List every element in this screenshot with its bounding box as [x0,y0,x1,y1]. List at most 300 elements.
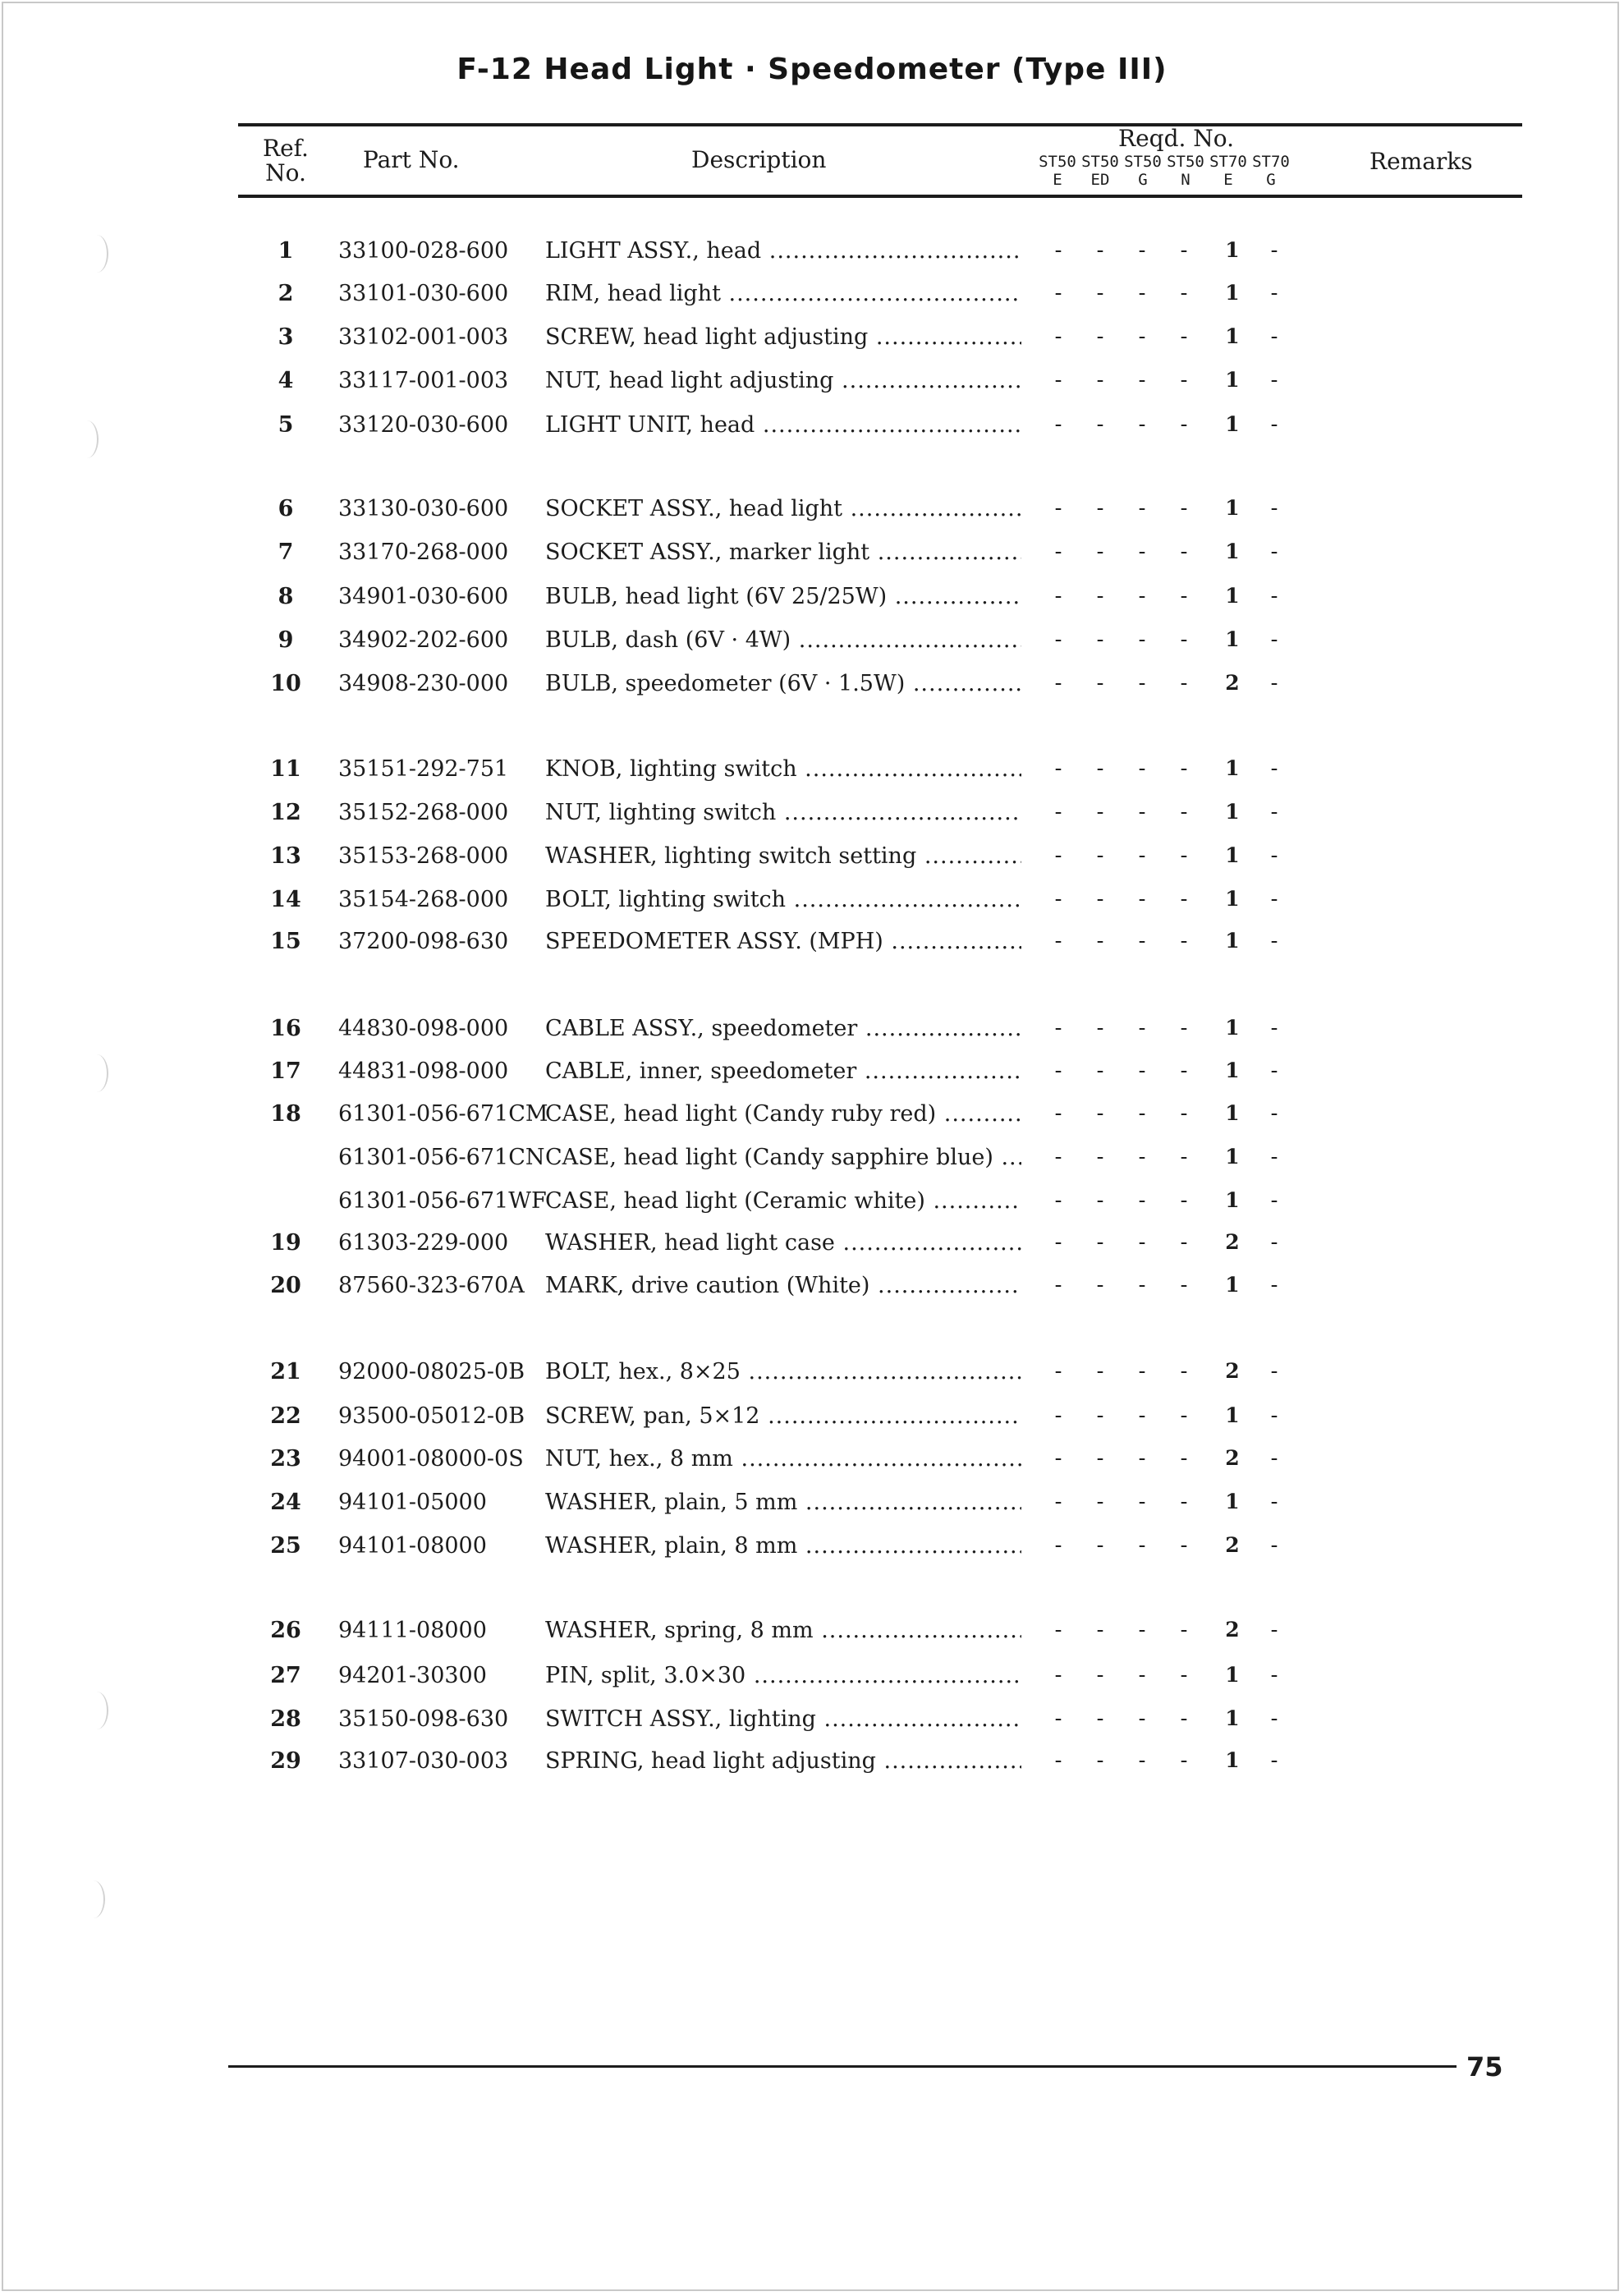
required-quantity: - [1054,800,1062,824]
table-row [0,1533,1624,1566]
required-quantity: - [1096,1533,1104,1557]
required-quantity: - [1096,1663,1104,1687]
required-quantity: - [1180,1446,1188,1470]
required-quantity: - [1054,1273,1062,1297]
part-number: 33130-030-600 [338,496,509,521]
table-row [0,627,1624,660]
required-quantity: - [1096,929,1104,953]
part-number: 35152-268-000 [338,800,509,825]
required-quantity: - [1096,1273,1104,1297]
required-quantity: 1 [1225,1016,1240,1040]
part-number: 35154-268-000 [338,887,509,912]
table-row [0,1101,1624,1134]
table-row [0,1016,1624,1049]
required-quantity: - [1270,1230,1278,1254]
table-row [0,1188,1624,1221]
page-title: F-12 Head Light · Speedometer (Type III) [456,53,1168,86]
required-quantity: 1 [1225,1663,1240,1687]
ref-number: 8 [278,584,294,609]
required-quantity: - [1138,887,1146,911]
part-number: 94101-08000 [338,1533,487,1559]
required-quantity: - [1054,1533,1062,1557]
part-number: 61303-229-000 [338,1230,509,1256]
required-quantity: - [1138,1359,1146,1383]
required-quantity: - [1138,1533,1146,1557]
table-row [0,1663,1624,1696]
ref-number: 15 [270,929,301,954]
required-quantity: - [1054,1058,1062,1082]
part-description: CABLE, inner, speedometer ..... [545,1058,1021,1084]
required-quantity: - [1096,1618,1104,1642]
ref-number: 21 [270,1359,301,1384]
required-quantity: - [1096,1446,1104,1470]
required-quantity: - [1096,368,1104,392]
binder-hole-mark [82,1880,105,1918]
table-row [0,496,1624,529]
required-quantity: - [1138,1706,1146,1730]
required-quantity: - [1054,324,1062,348]
table-row [0,1618,1624,1651]
required-quantity: - [1138,324,1146,348]
ref-number: 27 [270,1663,301,1688]
model-column-header [1205,153,1251,189]
ref-number: 7 [278,540,294,565]
required-quantity: - [1054,238,1062,262]
required-quantity: - [1138,627,1146,651]
required-quantity: - [1138,1145,1146,1169]
required-quantity: - [1138,1618,1146,1642]
required-quantity: - [1096,1490,1104,1513]
required-quantity: - [1138,540,1146,563]
part-description: BULB, dash (6V · 4W) ..... [545,627,1021,653]
ref-number: 12 [270,800,301,825]
required-quantity: - [1054,1706,1062,1730]
part-number: 33102-001-003 [338,324,509,350]
required-quantity: - [1270,671,1278,695]
ref-number: 11 [270,756,301,782]
required-quantity: - [1180,1748,1188,1772]
required-quantity: - [1270,584,1278,608]
required-quantity: - [1180,671,1188,695]
required-quantity: - [1180,1101,1188,1125]
required-quantity: - [1054,1748,1062,1772]
table-row [0,843,1624,876]
required-quantity: - [1054,627,1062,651]
part-number: 33170-268-000 [338,540,509,565]
required-quantity: - [1270,1403,1278,1427]
part-description: CASE, head light (Candy sapphire blue) ..... [545,1145,1021,1170]
required-quantity: - [1270,1188,1278,1212]
required-quantity: - [1180,800,1188,824]
table-row [0,238,1624,271]
required-quantity: - [1054,1359,1062,1383]
required-quantity: - [1270,1663,1278,1687]
required-quantity: - [1054,1188,1062,1212]
model-column-header [1248,153,1294,189]
required-quantity: - [1270,1058,1278,1082]
table-row [0,1748,1624,1781]
required-quantity: - [1270,627,1278,651]
required-quantity: 1 [1225,496,1240,520]
required-quantity: - [1096,412,1104,436]
required-quantity: - [1054,843,1062,867]
ref-number: 6 [278,496,294,521]
required-quantity: 1 [1225,800,1240,824]
ref-number: 16 [270,1016,301,1041]
ref-number: 13 [270,843,301,869]
required-quantity: - [1054,1230,1062,1254]
model-column-header [1120,153,1166,189]
required-quantity: - [1054,929,1062,953]
part-number: 44830-098-000 [338,1016,509,1041]
part-number: 35151-292-751 [338,756,509,782]
required-quantity: 1 [1225,324,1240,348]
required-quantity: - [1180,1403,1188,1427]
model-variant: N [1181,171,1190,189]
required-quantity: - [1054,584,1062,608]
table-row [0,671,1624,704]
part-description: LIGHT UNIT, head ..... [545,412,1021,438]
required-quantity: - [1054,671,1062,695]
required-quantity: - [1096,1016,1104,1040]
required-quantity: - [1180,1273,1188,1297]
model-name: ST50 [1124,153,1162,171]
required-quantity: - [1096,1403,1104,1427]
required-quantity: - [1270,1490,1278,1513]
required-quantity: - [1270,412,1278,436]
table-row [0,1230,1624,1263]
ref-number: 9 [278,627,294,653]
required-quantity: - [1270,368,1278,392]
required-quantity: 1 [1225,1058,1240,1082]
part-description: BOLT, lighting switch ..... [545,887,1021,912]
model-name: ST70 [1252,153,1290,171]
part-number: 61301-056-671WF [338,1188,547,1214]
ref-number: 4 [278,368,294,393]
required-quantity: - [1180,281,1188,305]
required-quantity: - [1270,1706,1278,1730]
part-number: 33100-028-600 [338,238,509,264]
required-quantity: - [1096,1188,1104,1212]
table-row [0,1446,1624,1479]
required-quantity: 2 [1225,1533,1240,1557]
part-description: SOCKET ASSY., marker light ..... [545,540,1021,565]
footer-rule [228,2065,1457,2068]
required-quantity: - [1096,1145,1104,1169]
ref-header-line2: No. [265,159,306,186]
required-quantity: 2 [1225,671,1240,695]
table-row [0,540,1624,572]
required-quantity: - [1054,496,1062,520]
required-quantity: - [1180,929,1188,953]
required-quantity: - [1270,1533,1278,1557]
part-number: 35153-268-000 [338,843,509,869]
required-quantity: - [1270,1016,1278,1040]
part-number: 94101-05000 [338,1490,487,1515]
part-number: 94001-08000-0S [338,1446,524,1472]
part-description: LIGHT ASSY., head ..... [545,238,1021,264]
required-quantity: - [1270,756,1278,780]
ref-no-header [261,136,310,186]
ref-number: 26 [270,1618,301,1643]
part-description: WASHER, spring, 8 mm ..... [545,1618,1021,1643]
table-row [0,756,1624,789]
model-name: ST70 [1209,153,1247,171]
required-quantity: 1 [1225,843,1240,867]
required-quantity: - [1138,412,1146,436]
required-quantity: 1 [1225,1748,1240,1772]
required-quantity: - [1096,887,1104,911]
required-quantity: - [1270,1359,1278,1383]
required-quantity: - [1138,1101,1146,1125]
part-description: NUT, lighting switch ..... [545,800,1021,825]
part-number: 93500-05012-0B [338,1403,525,1429]
required-quantity: - [1270,887,1278,911]
required-quantity: - [1054,756,1062,780]
ref-number: 10 [270,671,301,696]
description-header: Description [691,146,827,173]
required-quantity: 1 [1225,1145,1240,1169]
required-quantity: - [1180,1618,1188,1642]
table-row [0,800,1624,833]
required-quantity: - [1096,1359,1104,1383]
required-quantity: - [1270,496,1278,520]
required-quantity: - [1096,281,1104,305]
table-row [0,1058,1624,1091]
model-column-header [1163,153,1209,189]
table-row [0,1403,1624,1436]
model-name: ST50 [1081,153,1119,171]
required-quantity: 1 [1225,1188,1240,1212]
required-quantity: - [1054,1490,1062,1513]
part-description: SPEEDOMETER ASSY. (MPH) ..... [545,929,1021,954]
part-number: 61301-056-671CM [338,1101,548,1127]
header-top-rule [238,123,1522,126]
table-row [0,281,1624,314]
part-number: 61301-056-671CN [338,1145,545,1170]
required-quantity: - [1180,887,1188,911]
part-description: RIM, head light ..... [545,281,1021,306]
required-quantity: - [1138,1748,1146,1772]
required-quantity: - [1180,1058,1188,1082]
required-quantity: 1 [1225,1706,1240,1730]
required-quantity: 1 [1225,929,1240,953]
part-description: NUT, hex., 8 mm ..... [545,1446,1021,1472]
required-quantity: - [1180,1706,1188,1730]
part-number: 34901-030-600 [338,584,509,609]
model-variant: G [1138,171,1148,189]
required-quantity: - [1138,1230,1146,1254]
part-description: MARK, drive caution (White) ..... [545,1273,1021,1298]
part-description: BULB, speedometer (6V · 1.5W) ..... [545,671,1021,696]
model-variant: E [1223,171,1233,189]
part-description: KNOB, lighting switch ..... [545,756,1021,782]
part-number: 94111-08000 [338,1618,487,1643]
ref-number: 14 [270,887,301,912]
part-description: BULB, head light (6V 25/25W) ..... [545,584,1021,609]
required-quantity: - [1096,1101,1104,1125]
model-variant: G [1266,171,1276,189]
required-quantity: - [1138,496,1146,520]
required-quantity: - [1270,843,1278,867]
required-quantity: - [1180,1188,1188,1212]
required-quantity: - [1138,368,1146,392]
model-variant: ED [1090,171,1110,189]
required-quantity: - [1270,1145,1278,1169]
required-quantity: - [1054,1145,1062,1169]
required-quantity: - [1270,540,1278,563]
required-quantity: - [1054,281,1062,305]
required-quantity: - [1270,238,1278,262]
required-quantity: - [1270,1618,1278,1642]
required-quantity: - [1270,929,1278,953]
required-quantity: - [1180,1490,1188,1513]
ref-number: 22 [270,1403,301,1429]
required-quantity: - [1138,1663,1146,1687]
part-number: 37200-098-630 [338,929,509,954]
required-quantity: - [1096,584,1104,608]
required-quantity: 1 [1225,281,1240,305]
table-row [0,324,1624,357]
required-quantity: - [1270,1273,1278,1297]
required-quantity: - [1138,671,1146,695]
required-quantity: - [1270,1748,1278,1772]
part-number: 33120-030-600 [338,412,509,438]
table-row [0,584,1624,617]
part-description: NUT, head light adjusting ..... [545,368,1021,393]
required-quantity: - [1180,496,1188,520]
required-quantity: - [1054,887,1062,911]
required-quantity: 1 [1225,1403,1240,1427]
part-number: 34908-230-000 [338,671,509,696]
model-name: ST50 [1039,153,1076,171]
required-quantity: - [1054,1016,1062,1040]
part-description: PIN, split, 3.0×30 ..... [545,1663,1021,1688]
required-quantity: - [1180,540,1188,563]
model-name: ST50 [1167,153,1204,171]
required-quantity: - [1096,324,1104,348]
header-bottom-rule [238,195,1522,198]
ref-number: 5 [278,412,294,438]
part-description: SOCKET ASSY., head light ..... [545,496,1021,521]
part-description: WASHER, plain, 8 mm ..... [545,1533,1021,1559]
required-quantity: 1 [1225,1101,1240,1125]
table-row [0,1145,1624,1178]
part-description: WASHER, lighting switch setting ..... [545,843,1021,869]
ref-number: 23 [270,1446,301,1472]
required-quantity: - [1096,800,1104,824]
required-quantity: - [1270,800,1278,824]
required-quantity: - [1054,540,1062,563]
required-quantity: 1 [1225,584,1240,608]
required-quantity: - [1054,412,1062,436]
part-number: 87560-323-670A [338,1273,525,1298]
required-quantity: 1 [1225,238,1240,262]
required-quantity: - [1096,1748,1104,1772]
part-description: SCREW, pan, 5×12 ..... [545,1403,1021,1429]
part-number: 33107-030-003 [338,1748,509,1774]
required-quantity: - [1096,843,1104,867]
required-quantity: - [1180,584,1188,608]
part-number: 92000-08025-0B [338,1359,525,1384]
ref-number: 17 [270,1058,301,1084]
required-quantity: - [1138,1188,1146,1212]
required-quantity: - [1096,496,1104,520]
table-row [0,1490,1624,1522]
required-quantity: - [1138,281,1146,305]
required-quantity: - [1270,1446,1278,1470]
table-row [0,1706,1624,1739]
part-description: CASE, head light (Ceramic white) ..... [545,1188,1021,1214]
required-quantity: - [1096,756,1104,780]
required-quantity: - [1054,1403,1062,1427]
required-quantity: - [1180,368,1188,392]
ref-number: 3 [278,324,294,350]
required-quantity: - [1180,238,1188,262]
part-description: CASE, head light (Candy ruby red) ..... [545,1101,1021,1127]
ref-number: 19 [270,1230,301,1256]
table-row [0,1273,1624,1306]
required-quantity: 1 [1225,540,1240,563]
required-quantity: - [1180,1663,1188,1687]
part-no-header: Part No. [363,146,460,173]
required-quantity: - [1138,929,1146,953]
required-quantity: - [1138,1490,1146,1513]
required-quantity: - [1096,1230,1104,1254]
part-description: WASHER, head light case ..... [545,1230,1021,1256]
required-quantity: 1 [1225,412,1240,436]
required-quantity: 1 [1225,756,1240,780]
required-quantity: - [1054,1101,1062,1125]
required-quantity: 2 [1225,1446,1240,1470]
required-quantity: - [1180,1016,1188,1040]
required-quantity: - [1096,1058,1104,1082]
ref-number: 25 [270,1533,301,1559]
required-quantity: - [1180,756,1188,780]
ref-header-line1: Ref. [263,135,309,162]
remarks-header: Remarks [1369,148,1473,175]
required-quantity: - [1096,627,1104,651]
reqd-no-header: Reqd. No. [1118,125,1235,152]
required-quantity: - [1180,412,1188,436]
ref-number: 20 [270,1273,301,1298]
part-description: SPRING, head light adjusting ..... [545,1748,1021,1774]
required-quantity: 2 [1225,1618,1240,1642]
ref-number: 1 [278,238,294,264]
ref-number: 29 [270,1748,301,1774]
required-quantity: - [1138,1403,1146,1427]
table-row [0,929,1624,962]
part-number: 33101-030-600 [338,281,509,306]
ref-number: 18 [270,1101,301,1127]
table-row [0,412,1624,445]
required-quantity: - [1180,1145,1188,1169]
table-row [0,887,1624,920]
required-quantity: - [1096,540,1104,563]
required-quantity: - [1138,1273,1146,1297]
model-column-header [1077,153,1123,189]
page-number: 75 [1466,2051,1503,2082]
required-quantity: 1 [1225,1273,1240,1297]
ref-number: 2 [278,281,294,306]
required-quantity: - [1138,1016,1146,1040]
required-quantity: - [1180,1533,1188,1557]
required-quantity: 1 [1225,1490,1240,1513]
required-quantity: 2 [1225,1230,1240,1254]
required-quantity: - [1054,1446,1062,1470]
required-quantity: - [1054,1618,1062,1642]
required-quantity: - [1138,843,1146,867]
